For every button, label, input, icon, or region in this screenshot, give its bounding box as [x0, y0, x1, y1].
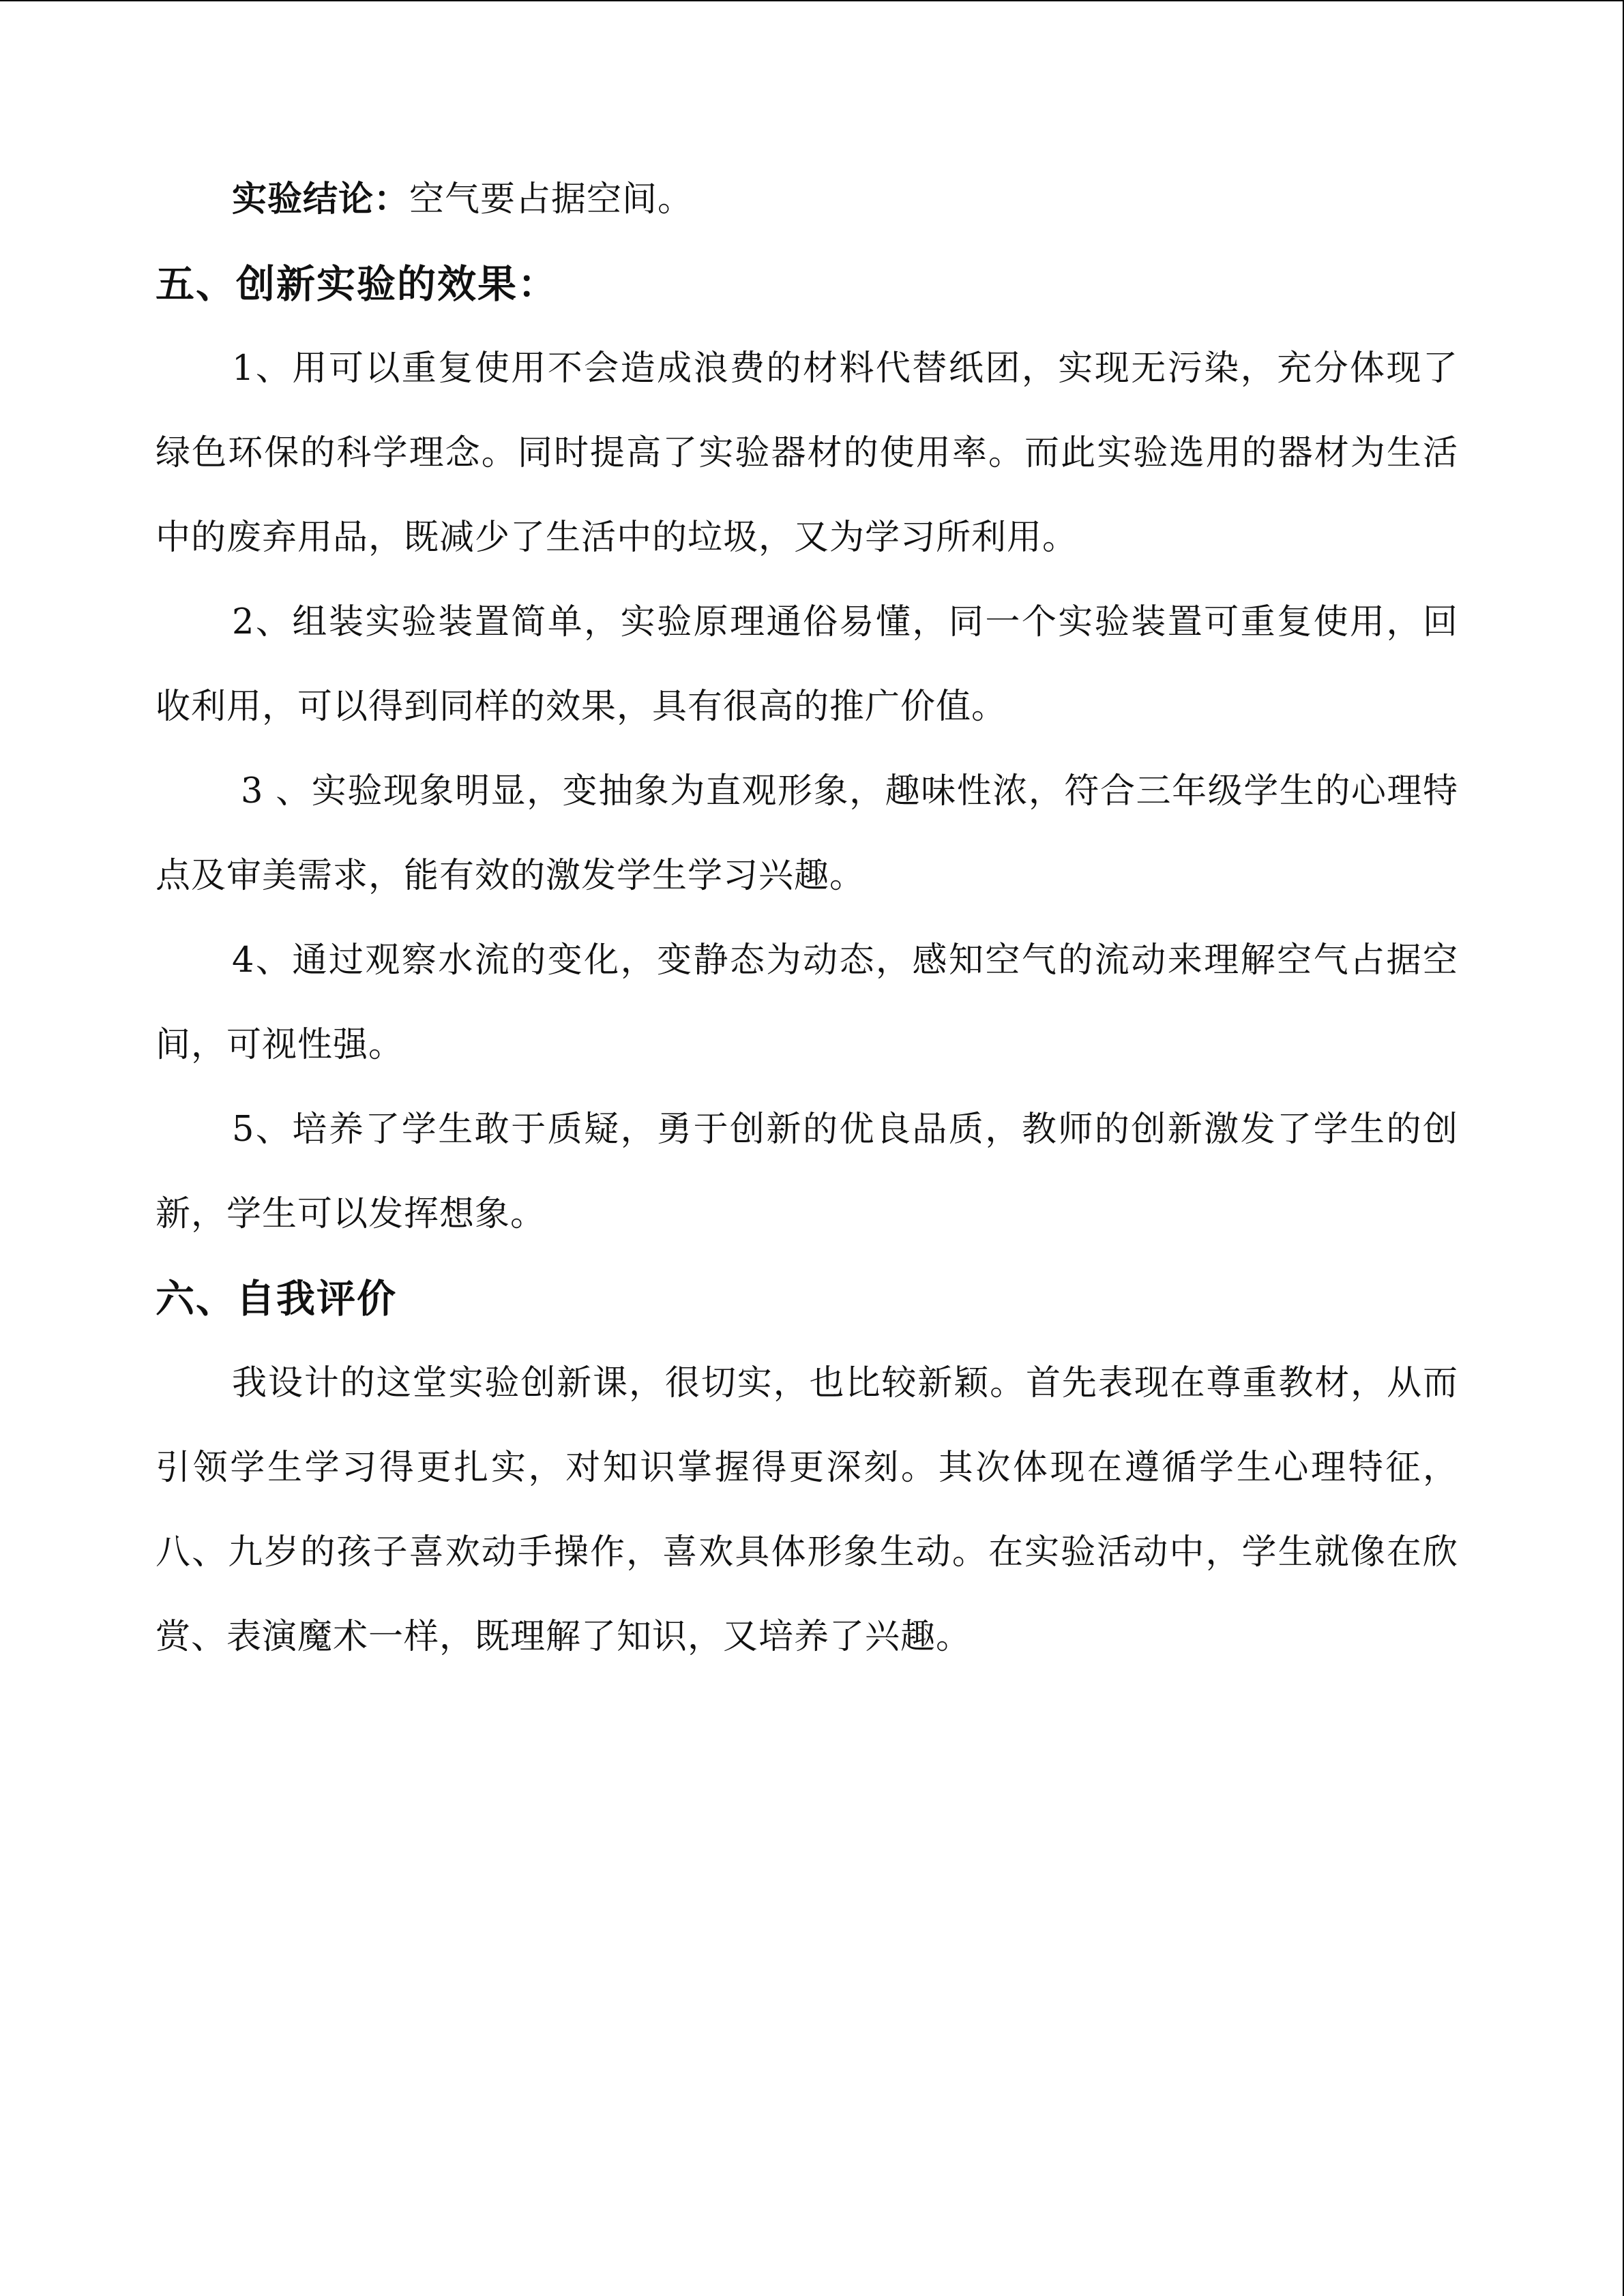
- effect-item-3: 3 、实验现象明显，变抽象为直观形象，趣味性浓，符合三年级学生的心理特点及审美需求，能有效的激发学生学习兴趣。: [156, 771, 1458, 896]
- document-body: [156, 157, 1458, 1680]
- section-heading-self-evaluation: 六、自我评价: [156, 1277, 397, 1322]
- conclusion-paragraph: [156, 157, 1458, 242]
- conclusion-label: 实验结论：: [232, 179, 410, 220]
- self-evaluation-paragraph: 我设计的这堂实验创新课，很切实，也比较新颖。首先表现在尊重教材，从而引领学生学习得更扎实，对知识掌握得更深刻。其次体现在遵循学生心理特征，八、九岁的孩子喜欢动手操作，喜欢具体形象生动。在实验活动中，学生就像在欣赏、表演魔术一样，既理解了知识，又培养了兴趣。: [156, 1363, 1458, 1657]
- section-heading-effects: 五、创新实验的效果：: [156, 262, 558, 307]
- effect-item-4: 4、通过观察水流的变化，变静态为动态，感知空气的流动来理解空气占据空间，可视性强。: [156, 940, 1458, 1065]
- conclusion-text: 空气要占据空间。: [409, 179, 694, 220]
- effect-item-1: 1、用可以重复使用不会造成浪费的材料代替纸团，实现无污染，充分体现了绿色环保的科学理念。同时提高了实验器材的使用率。而此实验选用的器材为生活中的废弃用品，既减少了生活中的垃圾，又为学习所利用。: [156, 348, 1458, 558]
- effect-item-2: 2、组装实验装置简单，实验原理通俗易懂，同一个实验装置可重复使用，回收利用，可以得到同样的效果，具有很高的推广价值。: [156, 602, 1458, 727]
- effect-item-5: 5、培养了学生敢于质疑，勇于创新的优良品质，教师的创新激发了学生的创新，学生可以发挥想象。: [156, 1109, 1458, 1234]
